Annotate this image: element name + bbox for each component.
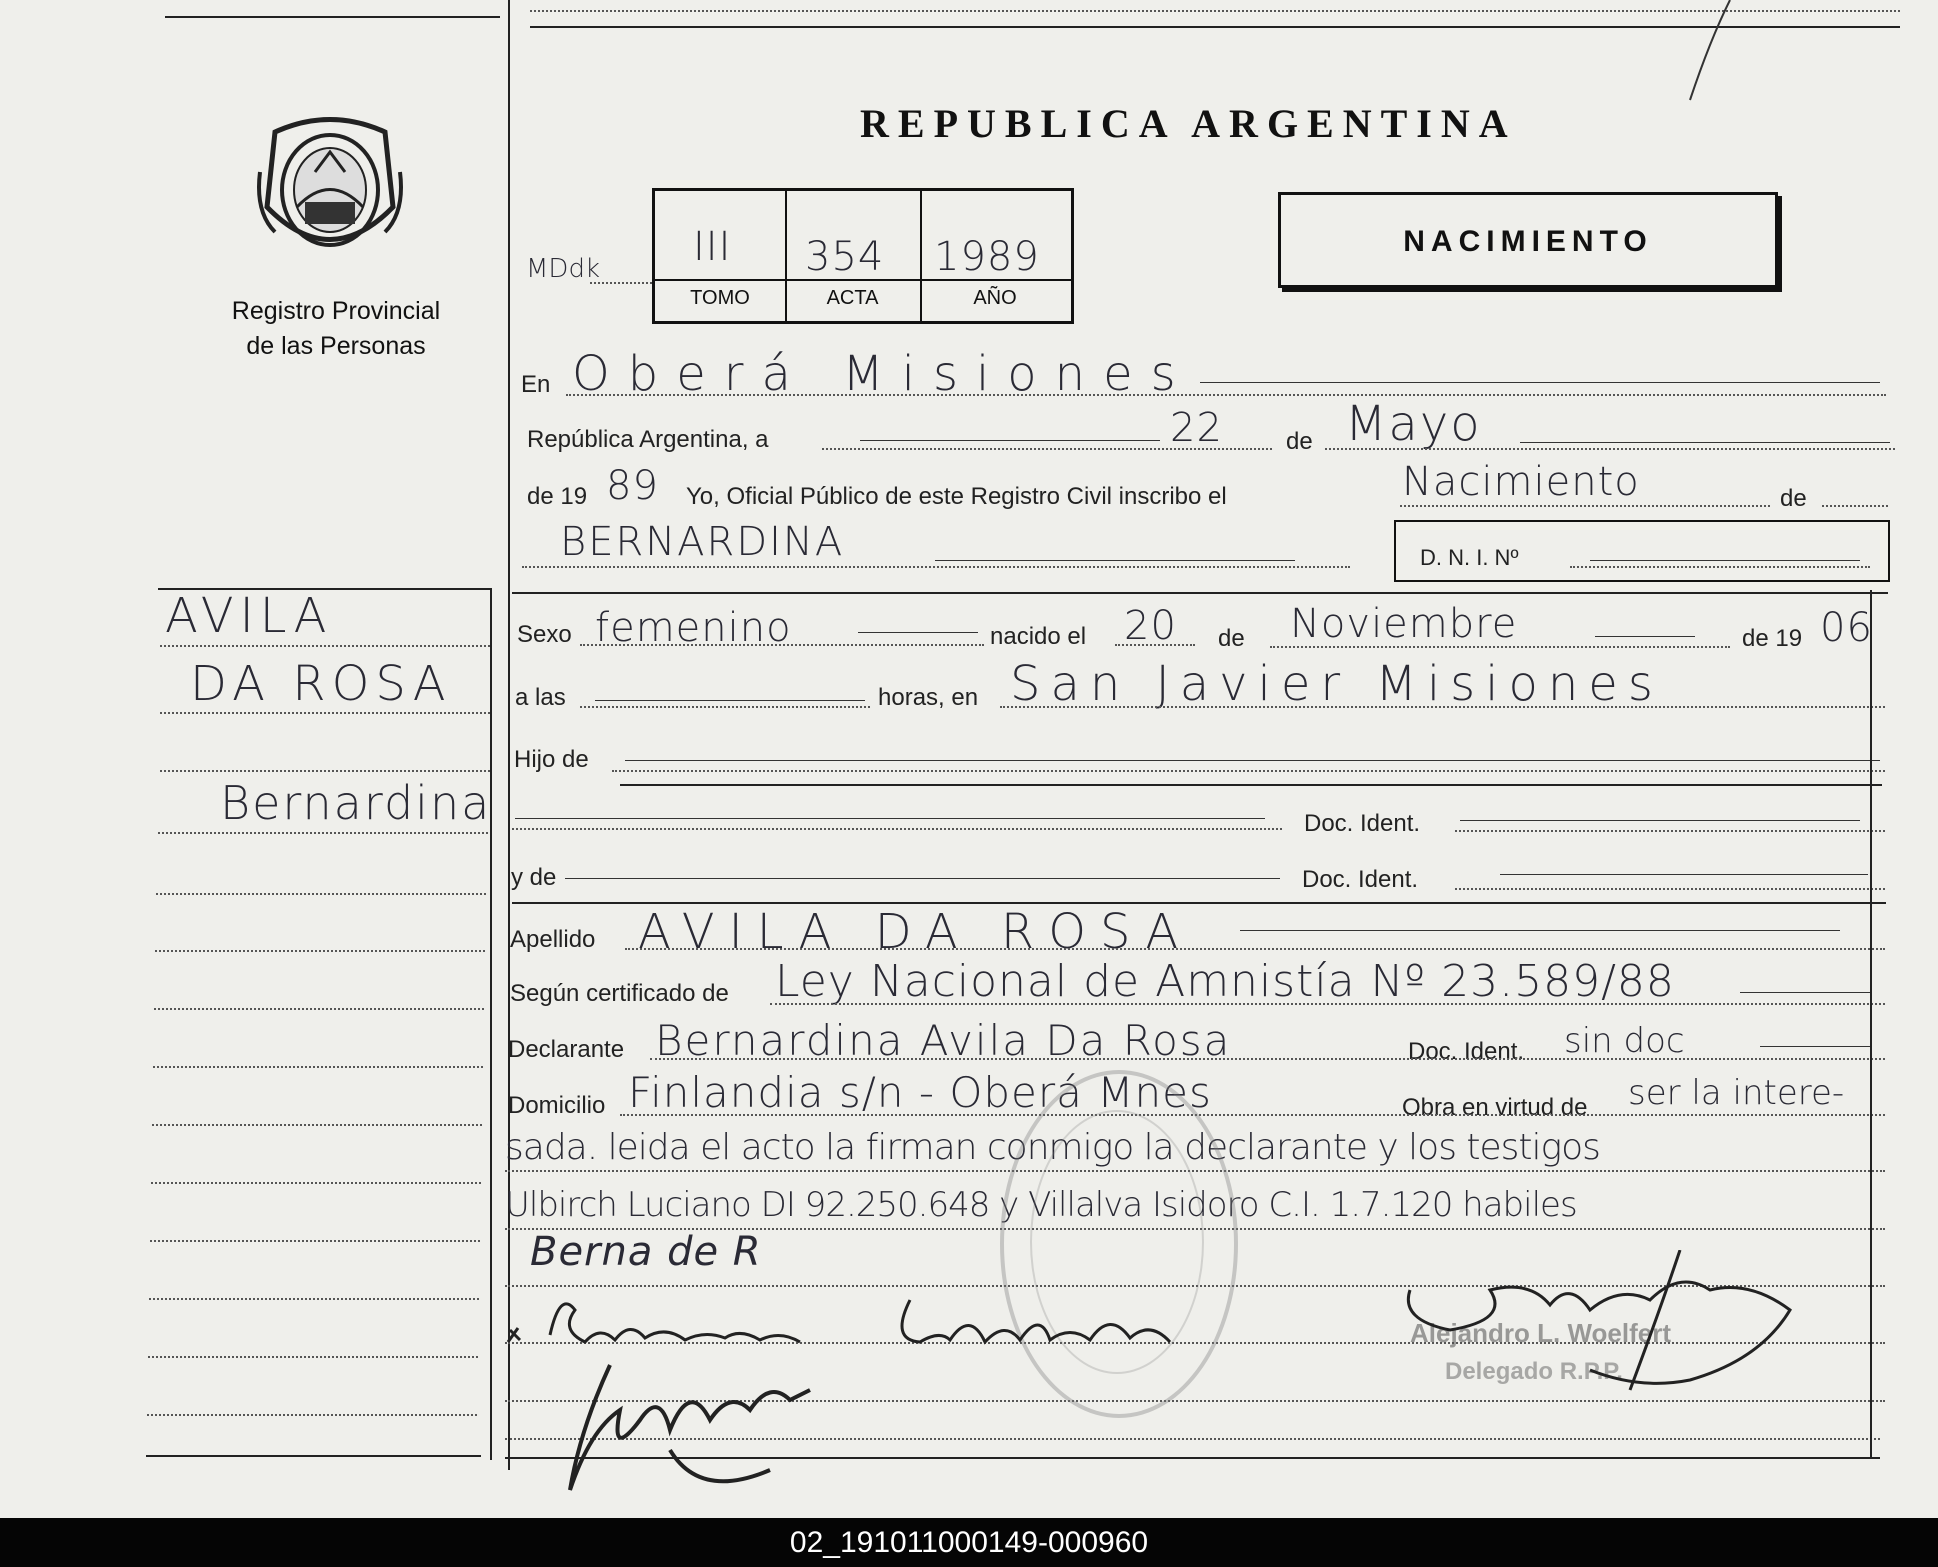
- margin-line-10: [151, 1182, 481, 1184]
- label-de-end: de: [1780, 485, 1807, 512]
- label-dni: D. N. I. Nº: [1420, 545, 1519, 570]
- ano-label: AÑO: [973, 287, 1017, 309]
- line-father-fill: [515, 818, 1265, 819]
- line-birth-month: [1270, 646, 1730, 648]
- entry-day: 22: [1170, 405, 1223, 451]
- label-doc-ident-3: Doc. Ident.: [1408, 1038, 1525, 1065]
- registry-label-line2: de las Personas: [246, 332, 426, 360]
- column-divider: [508, 0, 510, 1470]
- line-doc-ident-1: [1455, 830, 1885, 832]
- line-first-name: [522, 566, 1350, 568]
- line-doc-ident-2-fill: [1500, 874, 1868, 875]
- label-obra: Obra en virtud de: [1402, 1094, 1588, 1121]
- label-yo-oficial: Yo, Oficial Público de este Registro Civil inscribo el: [686, 483, 1227, 510]
- label-a-las: a las: [515, 684, 566, 711]
- corner-pen-stroke: [1680, 0, 1740, 110]
- margin-line-5: [156, 893, 486, 895]
- label-y-de: y de: [511, 864, 557, 891]
- margin-line-2: [160, 712, 490, 714]
- entry-birth-month: Noviembre: [1290, 601, 1518, 647]
- registry-label: [200, 294, 472, 364]
- line-dni-fill: [1590, 560, 1860, 561]
- acta-label: ACTA: [826, 287, 879, 309]
- line-dni: [1570, 566, 1870, 568]
- margin-line-9: [152, 1124, 482, 1126]
- line-date-fill: [860, 440, 1160, 441]
- line-en-fill: [1200, 382, 1880, 383]
- label-hijo-de: Hijo de: [514, 746, 589, 773]
- margin-surname-1: AVILA: [165, 588, 333, 644]
- entry-reason-2: sada. leida el acto la firman conmigo la declarante y los testigos: [505, 1127, 1600, 1168]
- entry-declarant-doc: sin doc: [1564, 1021, 1685, 1061]
- line-declarant-doc-fill: [1760, 1046, 1870, 1047]
- line-address: [620, 1114, 1885, 1116]
- line-month: [1325, 448, 1895, 450]
- label-de-month: de: [1286, 428, 1313, 455]
- margin-line-4: [158, 832, 488, 834]
- line-father: [512, 828, 1282, 830]
- line-certificate: [770, 1003, 1885, 1005]
- margin-line-14: [147, 1414, 477, 1416]
- line-first-name-fill: [935, 560, 1295, 561]
- label-horas-en: horas, en: [878, 684, 979, 711]
- image-id-footer: 02_191011000149-000960: [0, 1518, 1938, 1567]
- margin-line-13: [148, 1356, 478, 1358]
- line-de-end: [1822, 505, 1888, 507]
- margin-surname-2: DA ROSA: [190, 656, 452, 712]
- witness-signatures: [490, 1270, 1250, 1518]
- document-title: REPUBLICA ARGENTINA: [860, 101, 1517, 146]
- line-doc-ident-1-fill: [1460, 820, 1860, 821]
- line-declarant: [650, 1058, 1885, 1060]
- entry-surname: AVILA DA ROSA: [638, 904, 1193, 960]
- acta-box: [652, 188, 1074, 324]
- label-de19-birth: de 19: [1742, 625, 1803, 652]
- label-republica: República Argentina, a: [527, 426, 769, 453]
- margin-given-name: Bernardina: [220, 776, 492, 830]
- entry-certificate: Ley Nacional de Amnistía Nº 23.589/88: [775, 956, 1675, 1007]
- label-declarante: Declarante: [508, 1036, 625, 1063]
- margin-line-7: [154, 1008, 484, 1010]
- ano-cell: [920, 191, 1070, 321]
- stamp-official-name: Alejandro L. Woelfert: [1410, 1318, 1671, 1348]
- label-doc-ident-1: Doc. Ident.: [1304, 810, 1421, 837]
- line-hijo-de-fill: [625, 760, 1880, 761]
- entry-birth-day: 20: [1124, 603, 1177, 649]
- entry-address: Finlandia s/n - Oberá Mnes: [628, 1068, 1212, 1117]
- line-doc-ident-2: [1455, 888, 1885, 890]
- line-act-type: [1400, 505, 1770, 507]
- province-seal-icon: [255, 112, 405, 267]
- entry-year-suffix: 89: [606, 463, 659, 509]
- entry-birth-place: San Javier Misiones: [1010, 656, 1663, 712]
- line-en: [566, 394, 1886, 396]
- line-sex-fill: [858, 632, 978, 633]
- label-en: En: [521, 371, 551, 398]
- margin-line-1: [160, 645, 490, 647]
- margin-line-8: [153, 1066, 483, 1068]
- official-signature: [1390, 1250, 1810, 1400]
- body-rule-1: [512, 592, 1888, 594]
- entry-reason-1: ser la intere-: [1628, 1073, 1845, 1113]
- entry-declarant: Bernardina Avila Da Rosa: [655, 1016, 1232, 1065]
- declarant-signature-text: Berna de R: [530, 1229, 762, 1275]
- line-y-de-fill: [565, 878, 1280, 879]
- ano-value: 1989: [934, 234, 1040, 280]
- top-rule-left: [165, 16, 500, 18]
- line-birth-place: [1000, 706, 1885, 708]
- tomo-cell: [655, 191, 787, 321]
- entry-first-name: BERNARDINA: [560, 519, 845, 565]
- stamp-official-role: Delegado R.P.P.: [1445, 1358, 1623, 1385]
- acta-value: 354: [805, 234, 885, 280]
- line-certificate-fill: [1740, 992, 1870, 993]
- acta-cell: [785, 191, 922, 321]
- margin-line-3: [160, 770, 490, 772]
- record-type-box: [1278, 192, 1778, 288]
- line-surname: [625, 948, 1885, 950]
- line-a-las: [580, 706, 870, 708]
- tomo-label: TOMO: [690, 287, 750, 309]
- label-sexo: Sexo: [517, 621, 572, 648]
- line-birth-month-fill: [1595, 636, 1695, 637]
- line-sex: [580, 644, 984, 646]
- line-a-las-fill: [595, 700, 865, 701]
- label-doc-ident-2: Doc. Ident.: [1302, 866, 1419, 893]
- line-surname-fill: [1240, 930, 1840, 931]
- margin-line-6: [155, 950, 485, 952]
- margin-line-12: [149, 1298, 479, 1300]
- registry-label-line1: Registro Provincial: [231, 297, 441, 325]
- label-de19: de 19: [527, 483, 588, 510]
- entry-place: Oberá Misiones: [572, 346, 1194, 402]
- label-de-birth-month: de: [1218, 625, 1245, 652]
- line-hijo-de: [612, 770, 1885, 772]
- label-apellido: Apellido: [510, 926, 596, 953]
- label-domicilio: Domicilio: [508, 1092, 606, 1119]
- margin-line-11: [150, 1240, 480, 1242]
- line-month-fill: [1520, 442, 1890, 443]
- entry-sex: femenino: [595, 605, 792, 651]
- label-nacido-el: nacido el: [990, 623, 1087, 650]
- margin-note: MDdk: [526, 254, 601, 284]
- entry-reason-3: Ulbirch Luciano DI 92.250.648 y Villalva Isidoro C.I. 1.7.120 habiles: [505, 1185, 1577, 1225]
- body-rule-2: [620, 784, 1882, 786]
- line-birth-day: [1115, 644, 1195, 646]
- label-segun: Según certificado de: [510, 980, 729, 1007]
- margin-note-dots: [590, 282, 652, 284]
- tomo-value: III: [693, 224, 732, 270]
- right-border: [1870, 590, 1872, 1458]
- entry-month: Mayo: [1345, 396, 1482, 452]
- entry-act-type: Nacimiento: [1402, 459, 1640, 505]
- record-type: NACIMIENTO: [1403, 225, 1653, 258]
- margin-bottom-rule: [146, 1455, 481, 1457]
- entry-birth-year-suffix: 06: [1820, 605, 1873, 651]
